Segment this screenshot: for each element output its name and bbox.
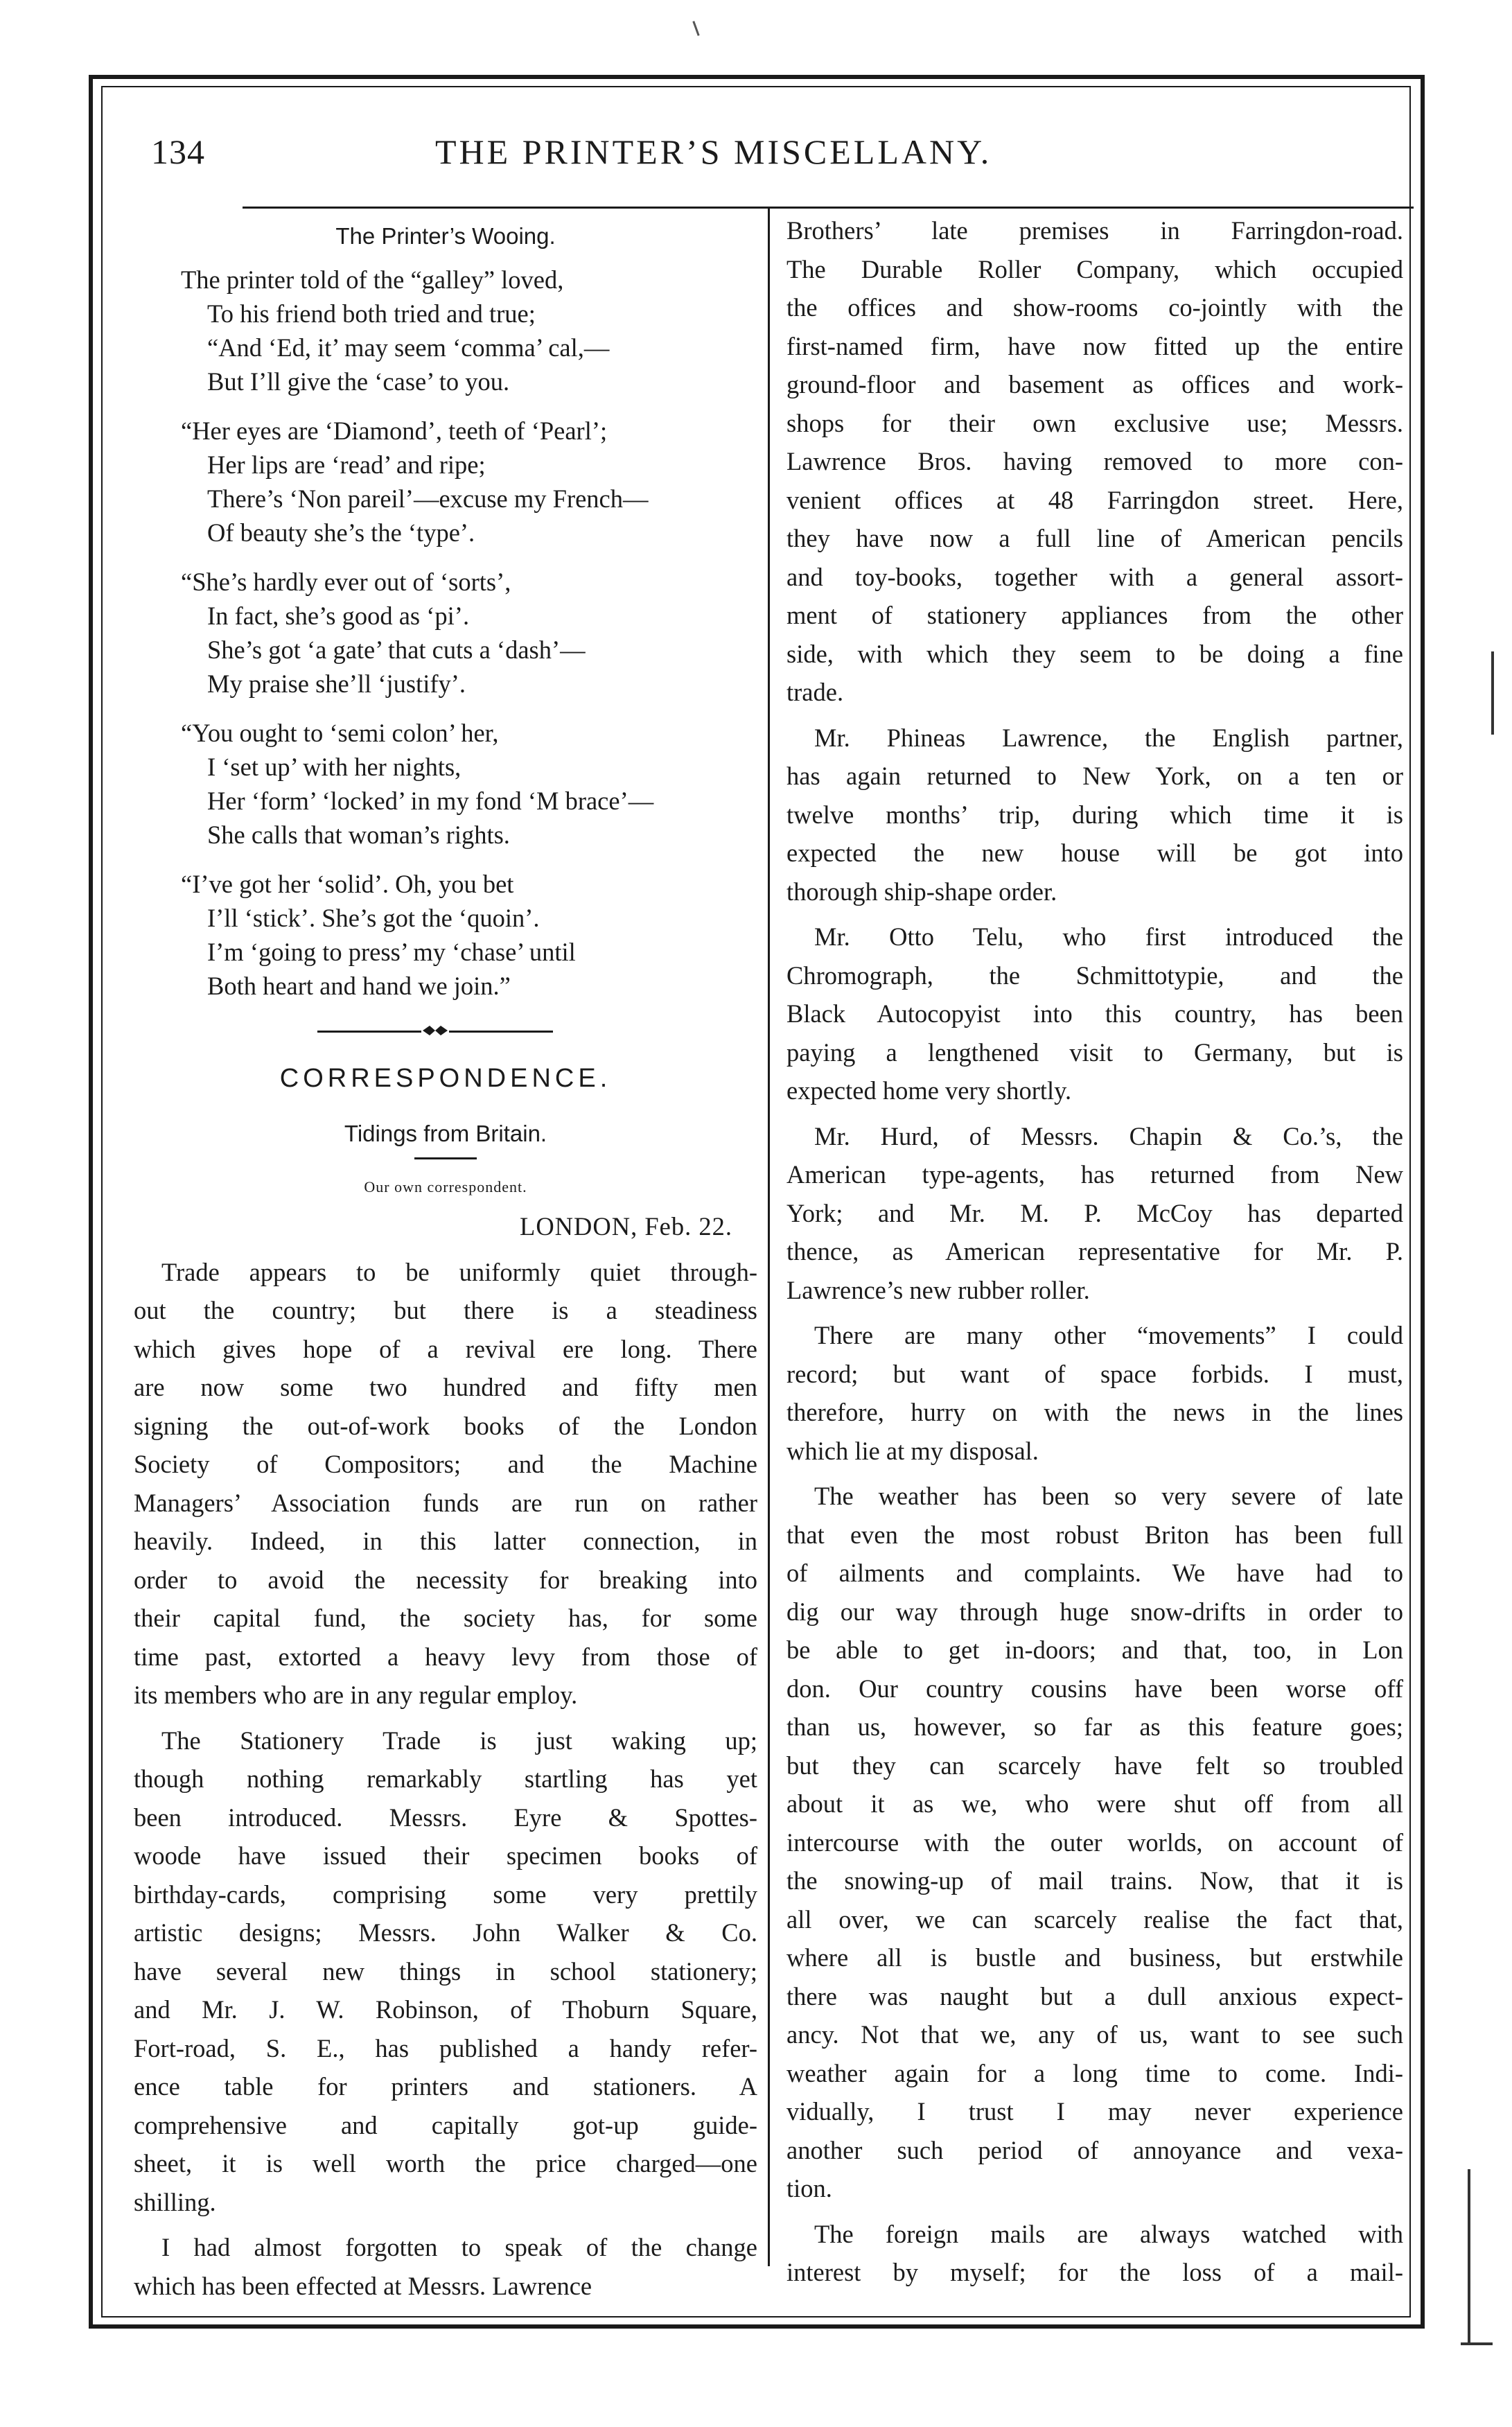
text-line: therefore, hurry on with the news in the lines: [786, 1398, 1403, 1426]
text-line: first-named firm, have now fitted up the entire: [786, 331, 1403, 360]
text-line: Lawrence Bros. having removed to more con-: [786, 447, 1403, 475]
text-line: Mr. Phineas Lawrence, the English partner,: [814, 723, 1403, 752]
paragraph: [786, 211, 1403, 712]
text-line: but they can scarcely have felt so troubled: [786, 1751, 1403, 1780]
text-line: have several new things in school stationery;: [134, 1956, 757, 1986]
column-rule: [768, 207, 770, 2266]
text-line: expected home very shortly.: [786, 1076, 1072, 1105]
text-line: woode have issued their specimen books of: [134, 1841, 757, 1870]
text-line: order to avoid the necessity for breaking into: [134, 1565, 757, 1594]
text-line: heavily. Indeed, in this latter connection, in: [134, 1527, 757, 1555]
text-line: their capital fund, the society has, for some: [134, 1604, 757, 1632]
dateline: LONDON, Feb. 22.: [520, 1212, 732, 1241]
poem-stanza: [181, 263, 757, 398]
text-line: Mr. Hurd, of Messrs. Chapin & Co.’s, the: [814, 1121, 1403, 1150]
text-line: I had almost forgotten to speak of the change: [161, 2233, 757, 2261]
byline: Our own correspondent.: [364, 1177, 527, 1195]
text-line: venient offices at 48 Farringdon street. Here,: [786, 485, 1403, 514]
poem-line: “I’ve got her ‘solid’. Oh, you bet: [181, 869, 514, 898]
left-column: [134, 211, 757, 2312]
poem-stanza: [181, 867, 757, 1003]
text-line: dig our way through huge snow-drifts in order to: [786, 1597, 1403, 1626]
text-line: Managers’ Association funds are run on rather: [134, 1488, 757, 1517]
text-line: The weather has been so very severe of late: [814, 1482, 1403, 1510]
text-line: record; but want of space forbids. I must,: [786, 1359, 1403, 1388]
text-line: tion.: [786, 2174, 832, 2202]
text-line: shilling.: [134, 2187, 216, 2216]
text-line: The Stationery Trade is just waking up;: [161, 1726, 757, 1755]
poem-line: The printer told of the “galley” loved,: [181, 265, 564, 294]
paragraph: [786, 1117, 1403, 1310]
poem-line: Both heart and hand we join.”: [207, 971, 511, 1000]
ornament-icon: [421, 1022, 449, 1039]
text-line: which lie at my disposal.: [786, 1436, 1039, 1465]
text-line: interest by myself; for the loss of a mail-: [786, 2258, 1403, 2286]
page-header: [151, 132, 1412, 180]
text-line: Fort-road, S. E., has published a handy refer-: [134, 2033, 757, 2062]
text-line: There are many other “movements” I could: [814, 1321, 1403, 1349]
text-line: another such period of annoyance and vexa-: [786, 2135, 1403, 2164]
text-line: The foreign mails are always watched with: [814, 2219, 1403, 2248]
text-line: comprehensive and capitally got-up guide-: [134, 2110, 757, 2139]
text-line: sheet, it is well worth the price charged—one: [134, 2149, 757, 2178]
paragraph: [134, 2228, 757, 2305]
text-line: paying a lengthened visit to Germany, but is: [786, 1037, 1403, 1067]
text-line: signing the out-of-work books of the London: [134, 1411, 757, 1440]
text-line: are now some two hundred and fifty men: [134, 1373, 757, 1401]
corner-mark-horizontal: [1461, 2342, 1493, 2345]
text-line: Brothers’ late premises in Farringdon-road.: [786, 216, 1403, 245]
text-line: which gives hope of a revival ere long. There: [134, 1334, 757, 1363]
page-number: 134: [151, 132, 205, 171]
poem-line: But I’ll give the ‘case’ to you.: [207, 367, 510, 396]
text-line: about it as we, who were shut off from all: [786, 1789, 1403, 1818]
text-line: intercourse with the outer worlds, on account of: [786, 1828, 1403, 1857]
poem-line: I’m ‘going to press’ my ‘chase’ until: [207, 937, 576, 966]
text-line: time past, extorted a heavy levy from those of: [134, 1642, 757, 1671]
text-line: don. Our country cousins have been worse off: [786, 1674, 1403, 1703]
text-line: Society of Compositors; and the Machine: [134, 1450, 757, 1478]
text-line: has again returned to New York, on a ten or: [786, 762, 1403, 790]
text-line: twelve months’ trip, during which time it is: [786, 800, 1403, 829]
text-line: they have now a full line of American pencils: [786, 524, 1403, 552]
poem-line: “She’s hardly ever out of ‘sorts’,: [181, 567, 511, 596]
section-subheading: Tidings from Britain.: [344, 1121, 547, 1146]
poem-line: Of beauty she’s the ‘type’.: [207, 518, 475, 547]
text-line: Trade appears to be uniformly quiet through-: [161, 1257, 757, 1286]
paragraph: [786, 2215, 1403, 2292]
text-line: Chromograph, the Schmittotypie, and the: [786, 961, 1403, 990]
poem-line: There’s ‘Non pareil’—excuse my French—: [207, 484, 649, 513]
paragraph: [786, 719, 1403, 911]
text-line: ancy. Not that we, any of us, want to see such: [786, 2020, 1403, 2049]
poem-line: I’ll ‘stick’. She’s got the ‘quoin’.: [207, 903, 540, 932]
text-line: that even the most robust Briton has been full: [786, 1520, 1403, 1549]
text-line: Lawrence’s new rubber roller.: [786, 1275, 1090, 1304]
text-line: weather again for a long time to come. Indi-: [786, 2058, 1403, 2087]
ornamental-divider: [134, 1018, 757, 1046]
poem-line: She calls that woman’s rights.: [207, 820, 510, 849]
text-line: the offices and show-rooms co-jointly with the: [786, 293, 1403, 322]
poem: [181, 263, 757, 1003]
text-line: side, with which they seem to be doing a fine: [786, 639, 1403, 668]
text-line: ground-floor and basement as offices and work-: [786, 370, 1403, 398]
paragraph: [786, 1316, 1403, 1470]
paragraph: [786, 1477, 1403, 2208]
text-line: all over, we can scarcely realise the fact that,: [786, 1904, 1403, 1934]
poem-line: “And ‘Ed, it’ may seem ‘comma’ cal,—: [207, 333, 610, 362]
poem-line: Her lips are ‘read’ and ripe;: [207, 450, 486, 479]
poem-line: “You ought to ‘semi colon’ her,: [181, 718, 499, 747]
paragraph: [786, 918, 1403, 1110]
text-line: York; and Mr. M. P. McCoy has departed: [786, 1198, 1403, 1227]
poem-stanza: [181, 716, 757, 852]
short-rule: [414, 1157, 477, 1159]
poem-line: Her ‘form’ ‘locked’ in my fond ‘M brace’—: [207, 786, 654, 815]
header-rule: [243, 207, 1414, 209]
margin-mark: [1491, 651, 1494, 735]
text-line: the snowing-up of mail trains. Now, that it is: [786, 1866, 1403, 1895]
text-line: thence, as American representative for Mr. P.: [786, 1237, 1403, 1265]
text-line: trade.: [786, 678, 844, 706]
text-line: where all is bustle and business, but erstwhile: [786, 1943, 1403, 1972]
poem-stanza: [181, 565, 757, 701]
text-line: vidually, I trust I may never experience: [786, 2097, 1403, 2126]
text-line: birthday-cards, comprising some very prettily: [134, 1880, 757, 1909]
poem-line: “Her eyes are ‘Diamond’, teeth of ‘Pearl’;: [181, 416, 608, 445]
text-line: than us, however, so far as this feature goes;: [786, 1712, 1403, 1741]
poem-line: She’s got ‘a gate’ that cuts a ‘dash’—: [207, 635, 586, 664]
paragraph: [134, 1721, 757, 2222]
text-line: out the country; but there is a steadiness: [134, 1296, 757, 1324]
text-line: Mr. Otto Telu, who first introduced the: [814, 922, 1403, 951]
text-line: ment of stationery appliances from the other: [786, 601, 1403, 629]
running-title: THE PRINTER’S MISCELLANY.: [435, 132, 992, 171]
text-line: there was naught but a dull anxious expect-: [786, 1981, 1403, 2010]
poem-line: My praise she’ll ‘justify’.: [207, 669, 466, 698]
text-line: be able to get in-doors; and that, too, in Lon: [786, 1636, 1403, 1664]
poem-line: In fact, she’s good as ‘pi’.: [207, 601, 470, 630]
right-column: [786, 211, 1403, 2299]
text-line: The Durable Roller Company, which occupied: [786, 254, 1403, 283]
text-line: shops for their own exclusive use; Messrs.: [786, 408, 1403, 437]
text-line: expected the new house will be got into: [786, 839, 1403, 867]
text-line: ence table for printers and stationers. A: [134, 2072, 757, 2101]
text-line: been introduced. Messrs. Eyre & Spottes-: [134, 1803, 757, 1832]
poem-line: To his friend both tried and true;: [207, 299, 536, 328]
poem-title: The Printer’s Wooing.: [335, 223, 556, 249]
text-line: and toy-books, together with a general assort-: [786, 562, 1403, 591]
left-body: [134, 1253, 757, 2306]
poem-line: I ‘set up’ with her nights,: [207, 752, 461, 781]
text-line: which has been effected at Messrs. Lawrence: [134, 2271, 592, 2300]
corner-mark-vertical: [1468, 2169, 1470, 2342]
paragraph: [134, 1253, 757, 1715]
text-line: Black Autocopyist into this country, has been: [786, 999, 1403, 1028]
text-line: though nothing remarkably startling has yet: [134, 1764, 757, 1793]
text-line: thorough ship-shape order.: [786, 877, 1057, 906]
poem-stanza: [181, 414, 757, 550]
text-line: American type-agents, has returned from New: [786, 1160, 1403, 1189]
section-heading: CORRESPONDENCE.: [279, 1063, 612, 1093]
text-line: of ailments and complaints. We have had to: [786, 1559, 1403, 1587]
print-speck: [692, 21, 699, 36]
text-line: and Mr. J. W. Robinson, of Thoburn Square,: [134, 1995, 757, 2024]
text-line: artistic designs; Messrs. John Walker & Co.: [134, 1918, 757, 1947]
text-line: its members who are in any regular employ.: [134, 1681, 578, 1709]
